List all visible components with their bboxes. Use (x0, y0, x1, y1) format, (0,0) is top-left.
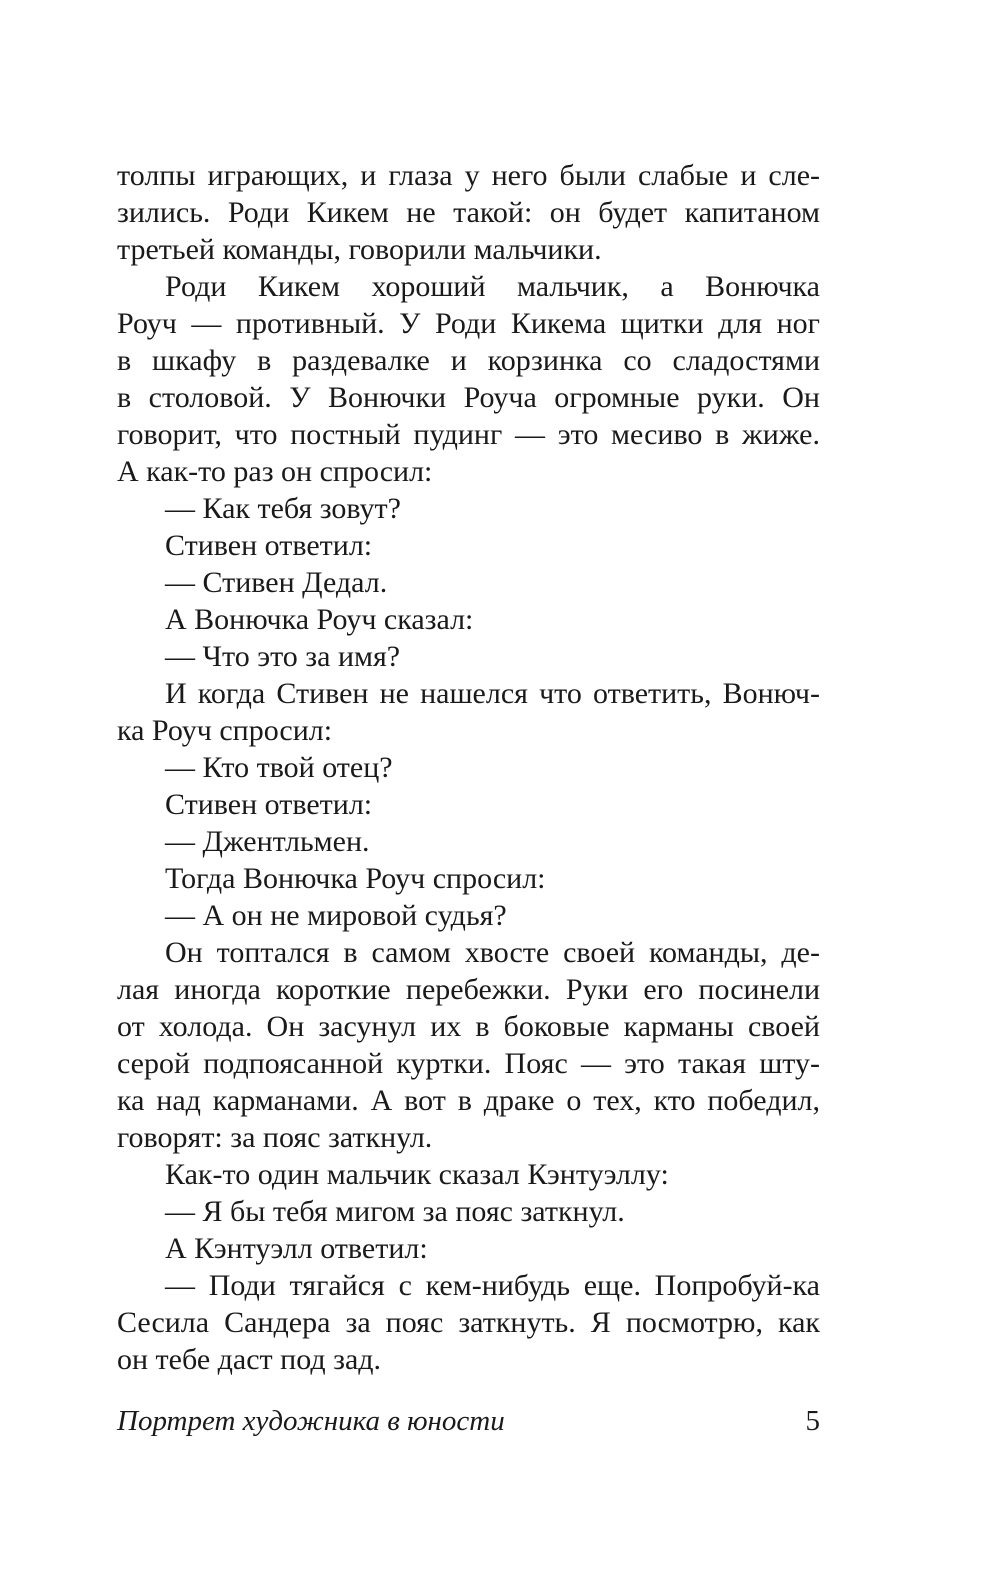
dialogue-line: — Что это за имя? (165, 640, 401, 673)
dialogue-line: — Кто твой отец? (165, 751, 393, 784)
text-line: в шкафу в раздевалке и корзинка со сладостями (117, 344, 820, 377)
text-line: от холода. Он засунул их в боковые карманы своей (117, 1010, 820, 1043)
text-line: А Кэнтуэлл ответил: (165, 1232, 428, 1265)
dialogue-line: — Джентльмен. (165, 825, 370, 858)
text-line: толпы играющих, и глаза у него были слабые и сле- (117, 159, 820, 192)
text-line: говорят: за пояс заткнул. (117, 1121, 433, 1154)
text-line: зились. Роди Кикем не такой: он будет капитаном (117, 196, 820, 229)
text-line: в столовой. У Вонючки Роуча огромные руки. Он (117, 381, 820, 414)
text-line: Как-то один мальчик сказал Кэнтуэллу: (165, 1158, 669, 1191)
text-line: говорит, что постный пудинг — это месиво в жиже. (117, 418, 820, 451)
text-line: Он топтался в самом хвосте своей команды, де- (165, 936, 820, 969)
text-line: И когда Стивен не нашелся что ответить, Вонюч- (165, 677, 820, 710)
dialogue-line: — А он не мировой судья? (165, 899, 507, 932)
text-line: Стивен ответил: (165, 529, 373, 562)
text-line: лая иногда короткие перебежки. Руки его посинели (117, 973, 820, 1006)
text-line: он тебе даст под зад. (117, 1343, 382, 1376)
text-line: Сесила Сандера за пояс заткнуть. Я посмотрю, как (117, 1306, 820, 1339)
dialogue-line: — Поди тягайся с кем-нибудь еще. Попробуй-ка (165, 1269, 820, 1302)
text-line: Стивен ответил: (165, 788, 373, 821)
text-line: ка Роуч спросил: (117, 714, 333, 747)
dialogue-line: — Я бы тебя мигом за пояс заткнул. (165, 1195, 625, 1228)
text-line: Роди Кикем хороший мальчик, а Вонючка (165, 270, 820, 303)
dialogue-line: — Стивен Дедал. (165, 566, 388, 599)
text-line: ка над карманами. А вот в драке о тех, кто победил, (117, 1084, 820, 1117)
text-line: Роуч — противный. У Роди Кикема щитки для ног (117, 307, 820, 340)
dialogue-line: — Как тебя зовут? (165, 492, 401, 525)
text-line: Тогда Вонючка Роуч спросил: (165, 862, 546, 895)
text-line: серой подпоясанной куртки. Пояс — это такая шту- (117, 1047, 820, 1080)
text-line: А как-то раз он спросил: (117, 455, 433, 488)
text-line: третьей команды, говорили мальчики. (117, 233, 602, 266)
text-line: А Вонючка Роуч сказал: (165, 603, 474, 636)
page-number: 5 (805, 1405, 820, 1437)
running-footer-title: Портрет художника в юности (117, 1405, 505, 1437)
